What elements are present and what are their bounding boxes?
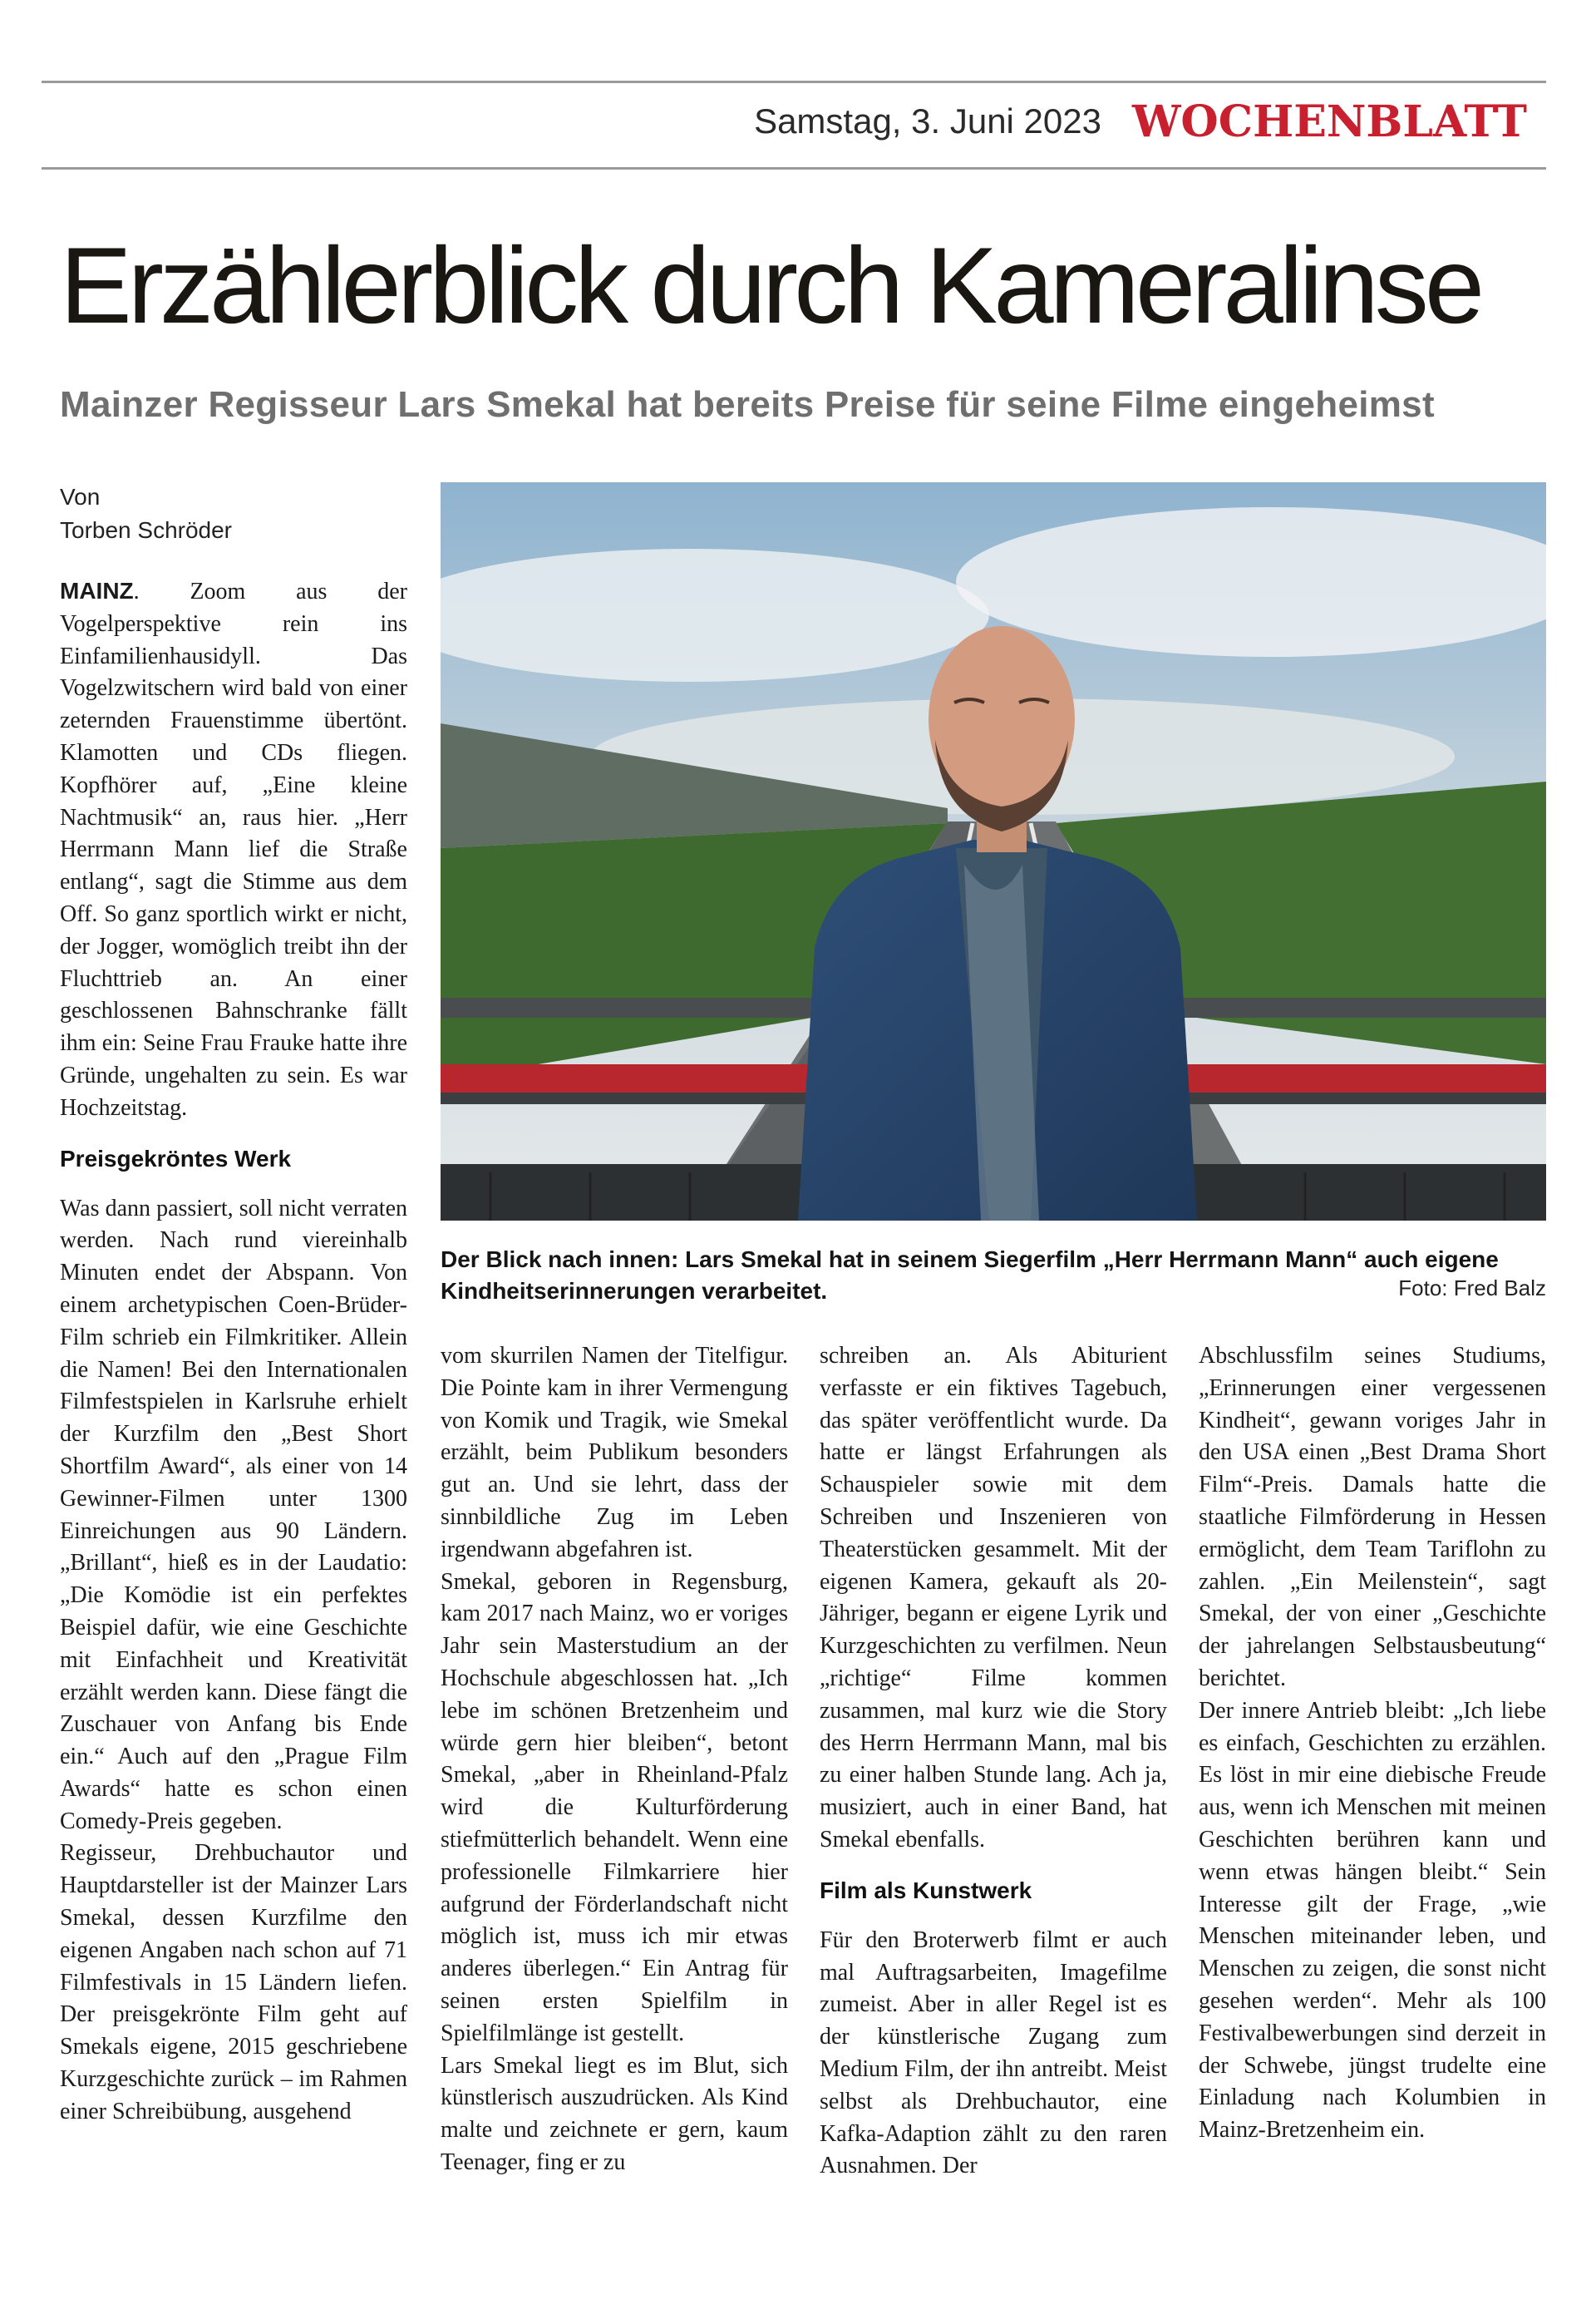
article-title: Erzählerblick durch Kameralinse bbox=[60, 224, 1481, 346]
column-2 bbox=[441, 1340, 788, 2179]
header-bottom-rule bbox=[42, 167, 1546, 170]
column-1 bbox=[60, 575, 407, 2129]
dateline: MAINZ bbox=[60, 578, 134, 604]
subheading-film-als-kunstwerk: Film als Kunstwerk bbox=[820, 1877, 1032, 1903]
caption-text: Der Blick nach innen: Lars Smekal hat in seinem Siegerfilm „Herr Herrmann Mann“ auch eigene Kindheitserinnerungen verarbeitet. bbox=[441, 1246, 1499, 1304]
paragraph: Abschlussfilm seines Studiums, „Erinnerungen einer vergessenen Kindheit“, gewann voriges Jahr in den USA einen „Best Drama Short Film“-Preis. Damals hatte die staatliche Filmförderung in Hessen ermöglicht, dem Team Tariflohn zu zahlen. „Ein Meilenstein“, sagt Smekal, der von einer „Geschichte der jahrelangen Selbstausbeutung“ berichtet. bbox=[1199, 1343, 1546, 1691]
photo-caption bbox=[441, 1244, 1546, 1307]
paragraph: vom skurrilen Namen der Titelfigur. Die Pointe kam in ihrer Vermengung von Komik und Tragik, wie Smekal erzählt, beim Publikum besonders gut an. Und sie lehrt, dass der sinnbildliche Zug im Leben irgendwann abgefahren ist. bbox=[441, 1343, 788, 1562]
paragraph: Was dann passiert, soll nicht verraten werden. Nach rund viereinhalb Minuten endet der Abspann. Von einem archetypischen Coen-Brüder-Film schrieb ein Filmkritiker. Allein die Namen! Bei den Internationalen Filmfestspielen in Karlsruhe erhielt der Kurzfilm den „Best Short Shortfilm Award“, als einer von 14 Gewinner-Filmen unter 1300 Einreichungen aus 90 Ländern. „Brillant“, hieß es in der Laudatio: „Die Komödie ist ein perfektes Beispiel dafür, wie eine Geschichte mit Einfachheit und Kreativität erzählt werden kann. Diese fängt die Zuschauer von Anfang bis Ende ein.“ Auch auf den „Prague Film Awards“ hatte es schon einen Comedy-Preis gegeben. bbox=[60, 1195, 407, 1834]
paragraph: Smekal, geboren in Regensburg, kam 2017 nach Mainz, wo er voriges Jahr sein Masterstudium an der Hochschule abgeschlossen hat. „Ich lebe im schönen Bretzenheim und würde gern hier bleiben“, betont Smekal, „aber in Rheinland-Pfalz wird die Kulturförderung stiefmütterlich behandelt. Wenn eine professionelle Filmkarriere hier aufgrund der Förderlandschaft nicht möglich ist, muss ich mir etwas anderes überlegen.“ Ein Antrag für seinen ersten Spielfilm in Spielfilmlänge ist gestellt. bbox=[441, 1568, 788, 2046]
article-subtitle: Mainzer Regisseur Lars Smekal hat bereits Preise für seine Filme eingeheimst bbox=[60, 384, 1435, 425]
paragraph: Für den Broterwerb filmt er auch mal Auftragsarbeiten, Imagefilme zumeist. Aber in aller Regel ist es der künstlerische Zugang zum Medium Film, der ihn antreibt. Meist selbst als Drehbuchautor, eine Kafka-Adaption zählt zu den raren Ausnahmen. Der bbox=[820, 1927, 1167, 2179]
header-top-rule bbox=[42, 81, 1546, 83]
photo-illustration bbox=[441, 482, 1546, 1221]
paragraph: Der innere Antrieb bleibt: „Ich liebe es einfach, Geschichten zu erzählen. Es löst in mir eine diebische Freude aus, wenn ich Menschen mit meinen Geschichten berühren kann und wenn etwas hängen bleibt.“ Sein Interesse gilt der Frage, „wie Menschen miteinander leben, und Menschen zu zeigen, die sonst nicht gesehen werden“. Mehr als 100 Festivalbewerbungen sind derzeit in der Schwebe, jüngst trudelte eine Einladung nach Kolumbien in Mainz-Bretzenheim ein. bbox=[1199, 1697, 1546, 2144]
photo-credit: Foto: Fred Balz bbox=[1398, 1275, 1546, 1300]
article-photo bbox=[441, 482, 1546, 1221]
paragraph: schreiben an. Als Abiturient verfasste er ein fiktives Tagebuch, das später veröffentlicht wurde. Da hatte er längst Erfahrungen als Schauspieler sowie mit dem Schreiben und Inszenieren von Theaterstücken gesammelt. Mit der eigenen Kamera, gekauft als 20-Jähriger, begann er eigene Lyrik und Kurzgeschichten zu verfilmen. Neun „richtige“ Filme kommen zusammen, mal kurz wie die Story des Herrn Herrmann Mann, mal bis zu einer halben Stunde lang. Ach ja, musiziert, auch in einer Band, hat Smekal ebenfalls. bbox=[820, 1343, 1167, 1853]
paragraph: Lars Smekal liegt es im Blut, sich künstlerisch auszudrücken. Als Kind malte und zeichnete er gern, kaum Teenager, fing er zu bbox=[441, 2052, 788, 2175]
subheading-preisgekroentes-werk: Preisgekröntes Werk bbox=[60, 1145, 292, 1172]
byline bbox=[60, 481, 232, 547]
masthead-logo: WOCHENBLATT bbox=[1132, 96, 1527, 147]
column-3 bbox=[820, 1340, 1167, 2183]
author-name: Torben Schröder bbox=[60, 517, 233, 543]
intro-paragraph bbox=[60, 575, 407, 1125]
column-4 bbox=[1199, 1340, 1546, 2147]
issue-date: Samstag, 3. Juni 2023 bbox=[754, 101, 1101, 141]
paragraph: Regisseur, Drehbuchautor und Hauptdarsteller ist der Mainzer Lars Smekal, dessen Kurzfilme den eigenen Angaben nach schon auf 71 Filmfestivals in 15 Ländern liefen. Der preisgekrönte Film geht auf Smekals eigene, 2015 geschriebene Kurzgeschichte zurück – im Rahmen einer Schreibübung, ausgehend bbox=[60, 1840, 407, 2124]
intro-text: . Zoom aus der Vogelperspektive rein ins Einfamilienhausidyll. Das Vogelzwitschern wird bald von einer zeternden Frauenstimme übertönt. Klamotten und CDs fliegen. Kopfhörer auf, „Eine kleine Nachtmusik“ an, raus hier. „Herr Herrmann Mann lief die Straße entlang“, sagt die Stimme aus dem Off. So ganz sportlich wirkt er nicht, der Jogger, womöglich treibt ihn der Fluchttrieb an. An einer geschlossenen Bahnschranke fällt ihm ein: Seine Frau Frauke hatte ihre Gründe, ungehalten zu sein. Es war Hochzeitstag. bbox=[60, 579, 407, 1121]
byline-prefix: Von bbox=[60, 484, 101, 510]
